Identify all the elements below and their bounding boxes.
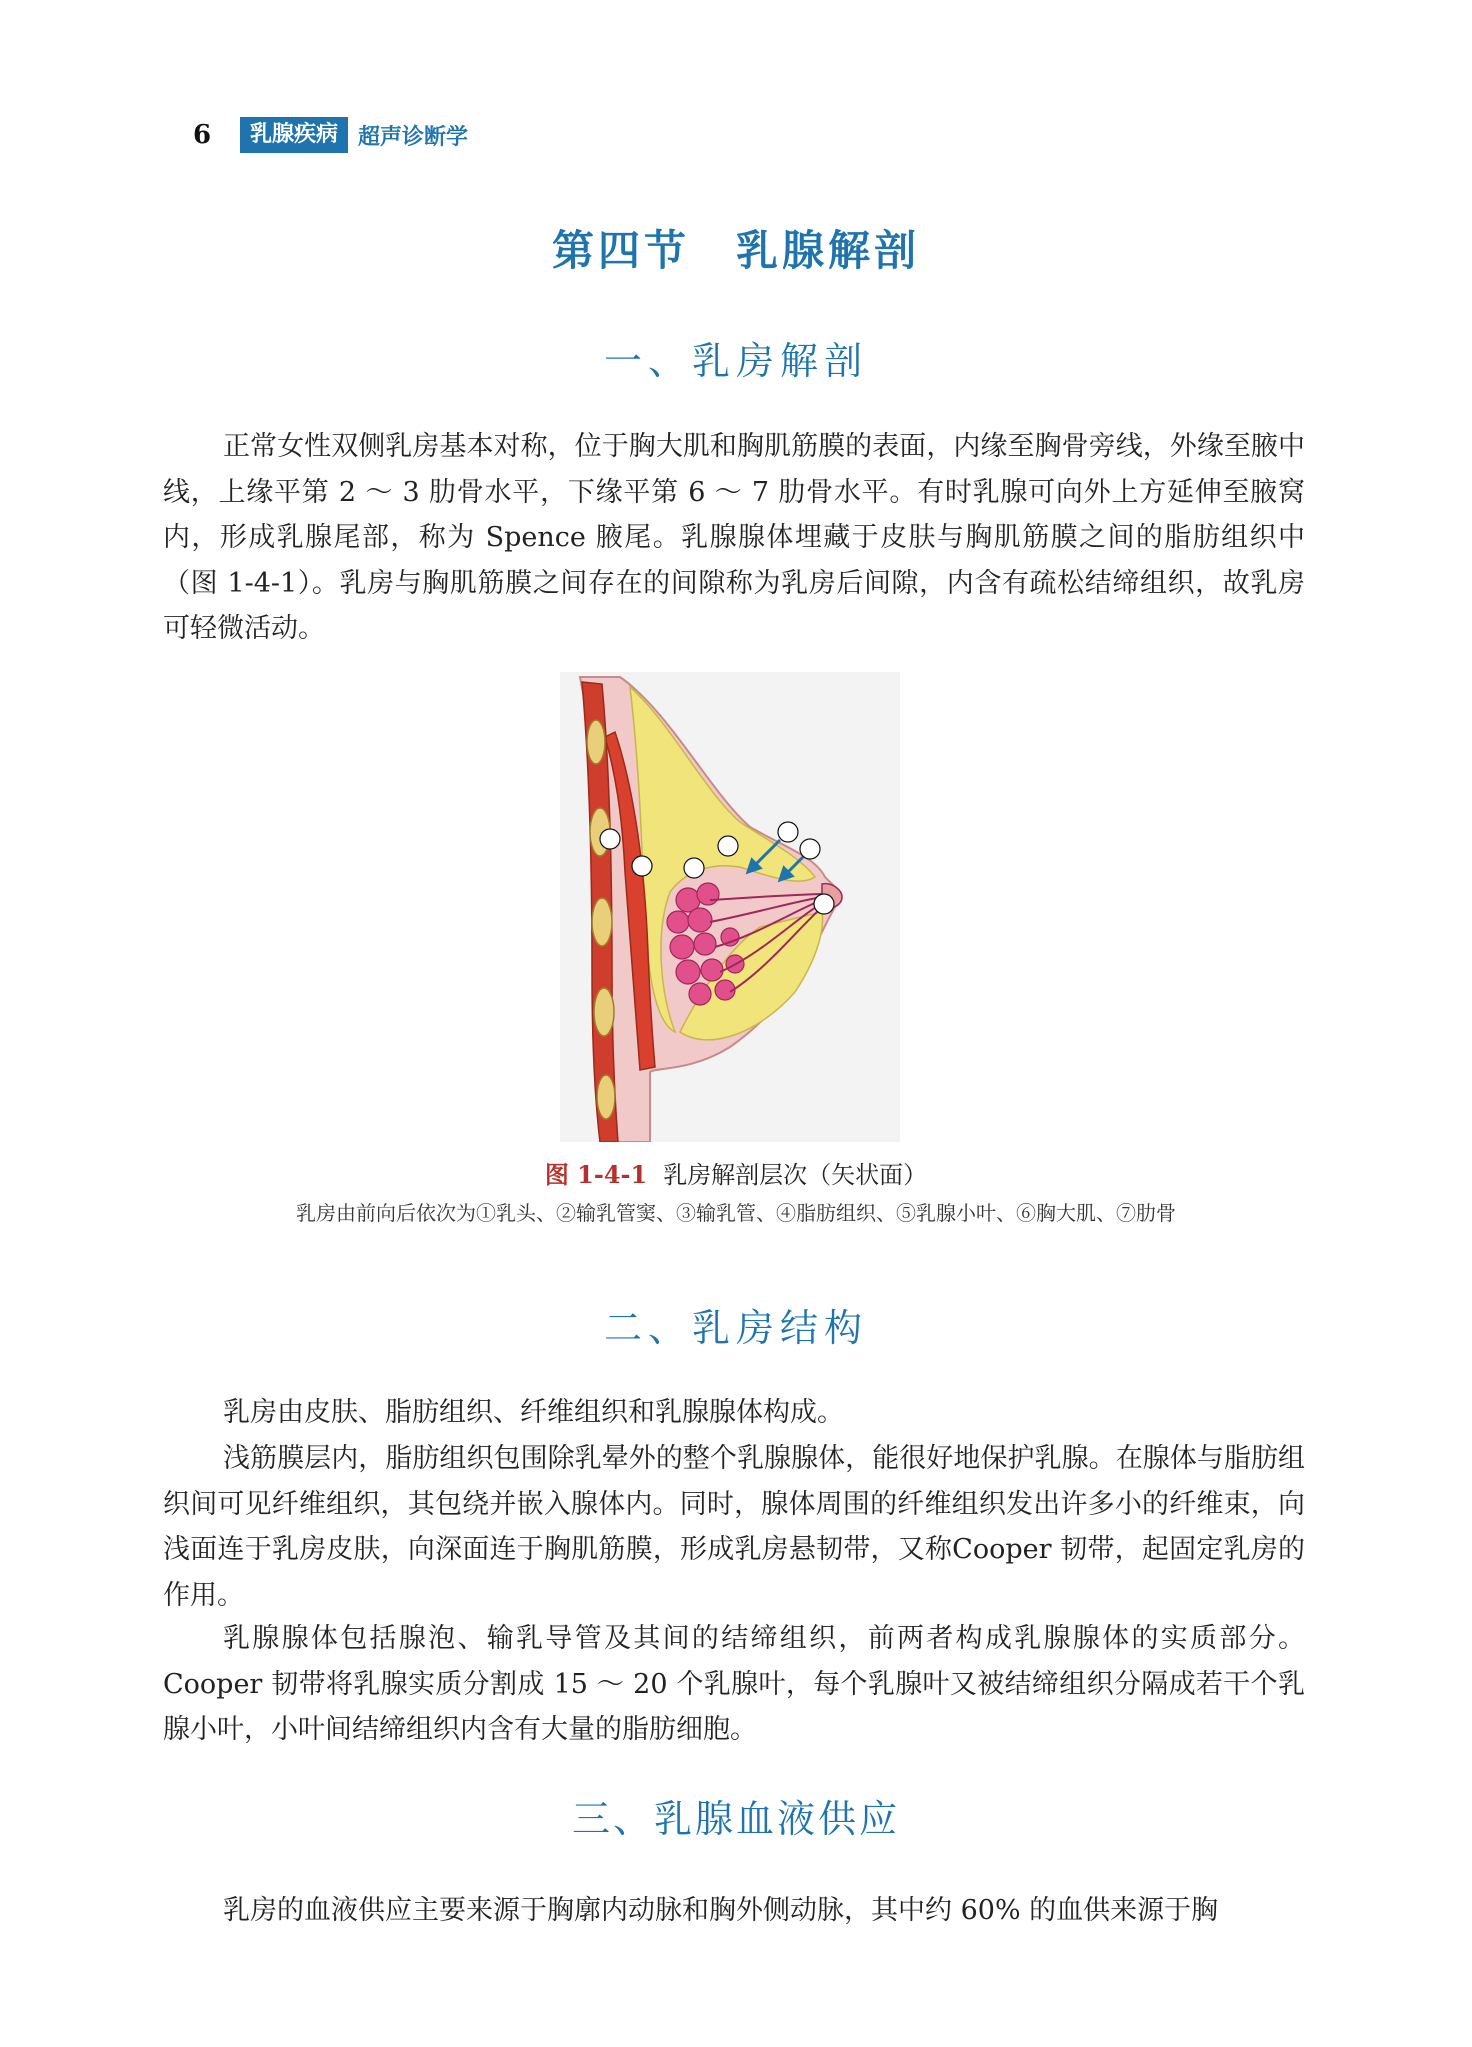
figure-legend: 乳房由前向后依次为①乳头、②输乳管窦、③输乳管、④脂肪组织、⑤乳腺小叶、⑥胸大肌、⑦肋骨 xyxy=(296,1201,1176,1225)
subsection-title-2: 二、乳房结构 xyxy=(603,1306,868,1350)
running-header xyxy=(240,116,468,154)
paragraph-structure-1: 乳房由皮肤、脂肪组织、纤维组织和乳腺腺体构成。 xyxy=(223,1397,844,1428)
figure-caption xyxy=(0,1155,1472,1190)
book-subtitle: 超声诊断学 xyxy=(358,124,469,150)
book-title-badge: 乳腺疾病 xyxy=(240,117,348,153)
section-title: 第四节 乳腺解剖 xyxy=(551,226,920,275)
paragraph-structure-3: 乳腺腺体包括腺泡、输乳导管及其间的结缔组织，前两者构成乳腺腺体的实质部分。Cooper 韧带将乳腺实质分割成 15 ～ 20 个乳腺叶，每个乳腺叶又被结缔组织分隔成若干个乳腺小叶，小叶间结缔组织内含有大量的脂肪细胞。 xyxy=(163,1623,1305,1745)
figure-caption-text: 乳房解剖层次（矢状面） xyxy=(663,1161,928,1189)
subsection-title-1: 一、乳房解剖 xyxy=(603,339,868,383)
page-number: 6 xyxy=(193,120,212,150)
figure-label: 图 1-4-1 xyxy=(544,1160,648,1189)
subsection-title-3: 三、乳腺血液供应 xyxy=(571,1797,900,1841)
breast-anatomy-figure xyxy=(560,672,900,1142)
paragraph-blood-supply: 乳房的血液供应主要来源于胸廓内动脉和胸外侧动脉，其中约 60% 的血供来源于胸 xyxy=(223,1895,1219,1926)
paragraph-structure-2: 浅筋膜层内，脂肪组织包围除乳晕外的整个乳腺腺体，能很好地保护乳腺。在腺体与脂肪组织间可见纤维组织，其包绕并嵌入腺体内。同时，腺体周围的纤维组织发出许多小的纤维束，向浅面连于乳房皮肤，向深面连于胸肌筋膜，形成乳房悬韧带，又称Cooper 韧带，起固定乳房的作用。 xyxy=(163,1443,1305,1611)
paragraph-breast-anatomy: 正常女性双侧乳房基本对称，位于胸大肌和胸肌筋膜的表面，内缘至胸骨旁线，外缘至腋中线，上缘平第 2 ～ 3 肋骨水平，下缘平第 6 ～ 7 肋骨水平。有时乳腺可向外上方延伸至腋窝内，形成乳腺尾部，称为 Spence 腋尾。乳腺腺体埋藏于皮肤与胸肌筋膜之间的脂肪组织中（图 1-4-1）。乳房与胸肌筋膜之间存在的间隙称为乳房后间隙，内含有疏松结缔组织，故乳房可轻微活动。 xyxy=(163,431,1305,644)
